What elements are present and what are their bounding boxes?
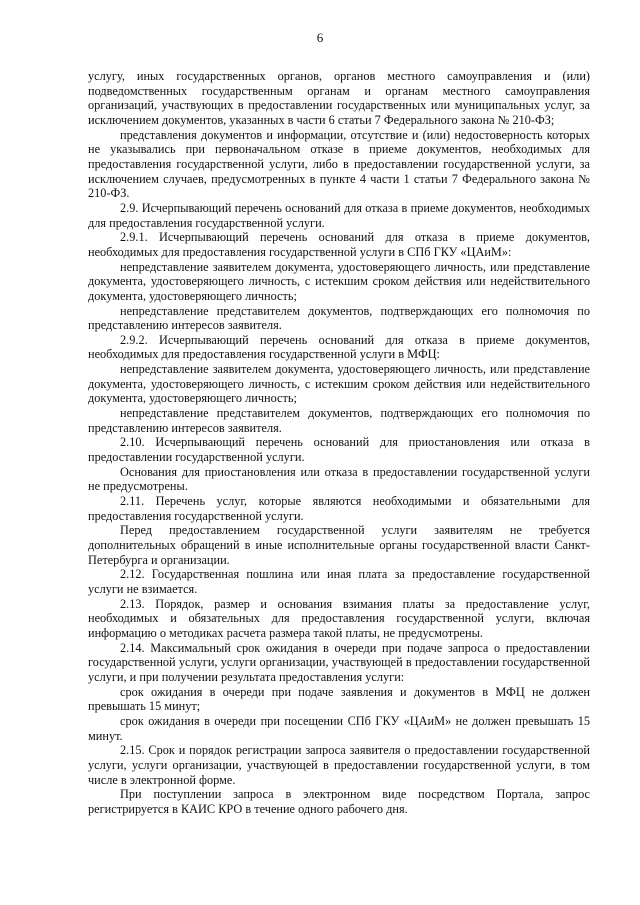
section-heading: 2.11. Перечень услуг, которые являются необходимыми и обязательными для предоставления государственной услуги. <box>88 494 590 523</box>
paragraph: непредставление представителем документов, подтверждающих его полномочия по представлению интересов заявителя. <box>88 406 590 435</box>
page-number: 6 <box>316 30 324 45</box>
paragraph: услугу, иных государственных органов, органов местного самоуправления и (или) подведомственных государственным органам и органам местного самоуправления организаций, участвующих в предоставлении государственных или муниципальных услуг, за исключением документов, указанных в части 6 статьи 7 Федерального закона № 210-ФЗ; <box>88 69 590 127</box>
paragraph: срок ожидания в очереди при подаче заявления и документов в МФЦ не должен превышать 15 минут; <box>88 684 590 714</box>
paragraph: срок ожидания в очереди при посещении СПб ГКУ «ЦАиМ» не должен превышать 15 минут. <box>88 713 590 743</box>
section-heading: 2.15. Срок и порядок регистрации запроса заявителя о предоставлении государственной услуги, услуги организации, участвующей в предоставлении государственной услуги, в том числе в электронной форме. <box>88 743 590 787</box>
section-heading: 2.14. Максимальный срок ожидания в очереди при подаче запроса о предоставлении государственной услуги, услуги организации, участвующей в предоставлении государственной услуги, и при получении результата предоставления услуги: <box>88 640 590 684</box>
subsection-heading: 2.9.1. Исчерпывающий перечень оснований для отказа в приеме документов, необходимых для предоставления государственной услуги в СПб ГКУ «ЦАиМ»: <box>88 230 590 259</box>
paragraph: При поступлении запроса в электронном виде посредством Портала, запрос регистрируется в КАИС КРО в течение одного рабочего дня. <box>88 787 590 816</box>
paragraph: Основания для приостановления или отказа в предоставлении государственной услуги не предусмотрены. <box>88 464 590 494</box>
section-heading: 2.9. Исчерпывающий перечень оснований для отказа в приеме документов, необходимых для предоставления государственной услуги. <box>88 200 590 230</box>
paragraph: Перед предоставлением государственной услуги заявителям не требуется дополнительных обращений в иные исполнительные органы государственной власти Санкт-Петербурга и организации. <box>88 523 590 567</box>
section-heading: 2.13. Порядок, размер и основания взимания платы за предоставление услуг, необходимых и обязательных для предоставления государственной услуги, включая информацию о методиках расчета размера такой платы, не предусмотрены. <box>88 596 590 640</box>
section-heading: 2.10. Исчерпывающий перечень оснований для приостановления или отказа в предоставлении государственной услуги. <box>88 435 590 465</box>
section-heading: 2.12. Государственная пошлина или иная плата за предоставление государственной услуги не взимается. <box>88 567 590 596</box>
document-body <box>88 69 590 816</box>
paragraph: непредставление заявителем документа, удостоверяющего личность, или представление документа, удостоверяющего личность, с истекшим сроком действия или недействительного документа, удостоверяющего личность; <box>88 362 590 406</box>
paragraph: непредставление заявителем документа, удостоверяющего личность, или представление документа, удостоверяющего личность, с истекшим сроком действия или недействительного документа, удостоверяющего личность; <box>88 259 590 303</box>
subsection-heading: 2.9.2. Исчерпывающий перечень оснований для отказа в приеме документов, необходимых для предоставления государственной услуги в МФЦ: <box>88 332 590 362</box>
paragraph: непредставление представителем документов, подтверждающих его полномочия по представлению интересов заявителя. <box>88 303 590 333</box>
paragraph: представления документов и информации, отсутствие и (или) недостоверность которых не указывались при первоначальном отказе в приеме документов, необходимых для предоставления государственной услуги, либо в предоставлении государственной услуги, за исключением случаев, предусмотренных в пункте 4 части 1 статьи 7 Федерального закона № 210-ФЗ. <box>88 127 590 201</box>
